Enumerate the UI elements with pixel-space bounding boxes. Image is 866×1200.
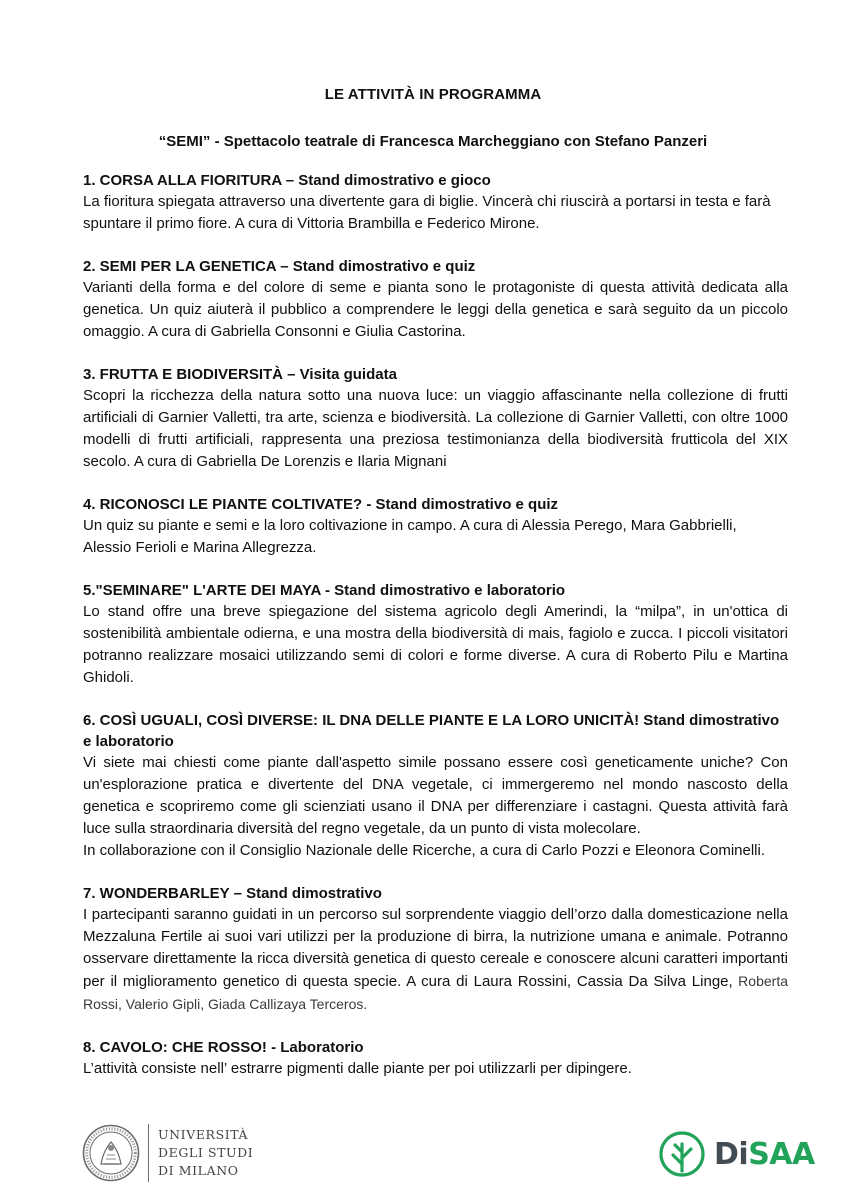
disaa-leaf-logo-icon — [658, 1130, 706, 1178]
activity-description — [83, 904, 788, 1016]
university-seal-icon — [82, 1124, 140, 1182]
activity-3 — [83, 364, 788, 473]
activity-description-main: I partecipanti saranno guidati in un percorso sul sorprendente viaggio dell’orzo dalla domesticazione nella Mezzaluna Fertile ai suoi vari utilizzi per la produzione di birra, la nutrizione umana e animale. Potranno osservare direttamente la ricca diversità genetica di questo cereale e conoscere alcuni caratteri importanti per il miglioramento genetico di questa specie. A cura di Laura Rossini, Cassia Da Silva Linge, — [83, 906, 788, 990]
activity-description: L’attività consiste nell’ estrarre pigmenti dalle piante per poi utilizzarli per dipingere. — [83, 1060, 632, 1077]
university-name-line: DEGLI STUDI — [158, 1145, 254, 1160]
page-title: LE ATTIVITÀ IN PROGRAMMA — [324, 86, 542, 103]
activity-heading: 2. SEMI PER LA GENETICA – Stand dimostrativo e quiz — [83, 258, 476, 275]
activity-1 — [83, 170, 788, 235]
activity-heading: 8. CAVOLO: CHE ROSSO! - Laboratorio — [83, 1039, 364, 1056]
disaa-wordmark-saa: SAA — [748, 1136, 815, 1172]
activity-heading: 3. FRUTTA E BIODIVERSITÀ – Visita guidata — [83, 366, 397, 383]
activity-4 — [83, 494, 788, 559]
activity-5 — [83, 580, 788, 689]
activity-description: Vi siete mai chiesti come piante dall'aspetto simile possano essere così geneticamente uniche? Con un'esplorazione pratica e divertente del DNA vegetale, ci immergeremo nel mondo nascosto della genetica e scopriremo come gli scienziati usano il DNA per differenziare i castagni. Questa attività farà luce sulla straordinaria diversità del regno vegetale, da un punto di vista molecolare. — [83, 754, 788, 837]
activity-heading: 1. CORSA ALLA FIORITURA – Stand dimostrativo e gioco — [83, 172, 491, 189]
activity-heading: 5."SEMINARE" L'ARTE DEI MAYA - Stand dimostrativo e laboratorio — [83, 582, 566, 599]
activity-description: Varianti della forma e del colore di seme e pianta sono le protagoniste di questa attività dedicata alla genetica. Un quiz aiuterà il pubblico a comprendere le leggi della genetica e sarà seguito da un piccolo omaggio. A cura di Gabriella Consonni e Giulia Castorina. — [83, 279, 788, 340]
activity-heading: 6. COSÌ UGUALI, COSÌ DIVERSE: IL DNA DELLE PIANTE E LA LORO UNICITÀ! Stand dimostrativo e laboratorio — [83, 712, 780, 750]
university-name-line: DI MILANO — [158, 1163, 239, 1178]
logo-divider — [148, 1124, 149, 1182]
activity-heading: 7. WONDERBARLEY – Stand dimostrativo — [83, 885, 382, 902]
activity-heading: 4. RICONOSCI LE PIANTE COLTIVATE? - Stand dimostrativo e quiz — [83, 496, 559, 513]
activity-7 — [83, 883, 788, 1016]
activity-6 — [83, 710, 788, 862]
activity-description: Lo stand offre una breve spiegazione del sistema agricolo degli Amerindi, la “milpa”, in un'ottica di sostenibilità ambientale odierna, e una mostra della biodiversità di mais, fagiolo e zucca. I piccoli visitatori potranno realizzare mosaici utilizzando semi di colori e forme diverse. A cura di Roberto Pilu e Martina Ghidoli. — [83, 603, 788, 686]
university-logo — [82, 1124, 253, 1182]
disaa-wordmark-di: Di — [714, 1136, 749, 1172]
university-name — [158, 1126, 253, 1180]
activity-description: La fioritura spiegata attraverso una divertente gara di biglie. Vincerà chi riuscirà a portarsi in testa e farà spuntare il primo fiore. A cura di Vittoria Brambilla e Federico Mirone. — [83, 193, 771, 232]
activity-8 — [83, 1037, 788, 1080]
activity-description: Scopri la ricchezza della natura sotto una nuova luce: un viaggio affascinante nella collezione di frutti artificiali di Garnier Valletti, tra arte, scienza e biodiversità. La collezione di Garnier Valletti, con oltre 1000 modelli di frutti artificiali, rappresenta una preziosa testimonianza della biodiversità frutticola del XIX secolo. A cura di Gabriella De Lorenzis e Ilaria Mignani — [83, 387, 788, 470]
activity-description: Un quiz su piante e semi e la loro coltivazione in campo. A cura di Alessia Perego, Mara Gabbrielli, Alessio Ferioli e Marina Allegrezza. — [83, 517, 737, 556]
activity-2 — [83, 256, 788, 343]
activity-description-extra: Roberta Rossi, Valerio Gipli, Giada Callizaya Terceros. — [83, 973, 788, 1012]
disaa-logo — [658, 1130, 815, 1178]
page-subtitle: “SEMI” - Spettacolo teatrale di Francesca Marcheggiano con Stefano Panzeri — [158, 133, 708, 150]
disaa-wordmark — [714, 1137, 815, 1172]
university-name-line: UNIVERSITÀ — [158, 1127, 249, 1142]
activities-list — [83, 170, 788, 1101]
activity-collaboration: In collaborazione con il Consiglio Nazionale delle Ricerche, a cura di Carlo Pozzi e Eleonora Cominelli. — [83, 842, 766, 859]
